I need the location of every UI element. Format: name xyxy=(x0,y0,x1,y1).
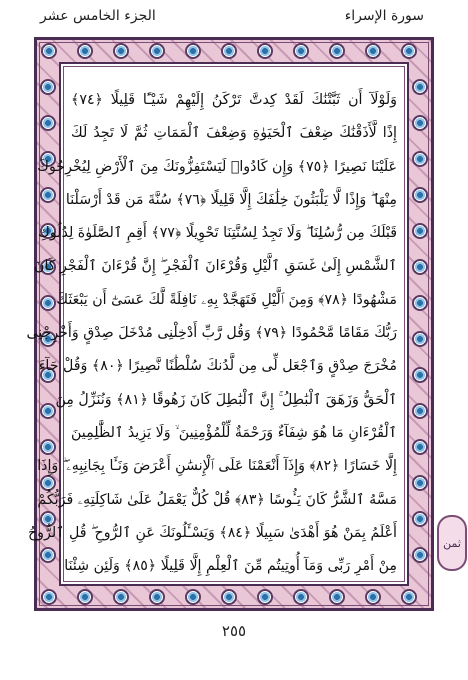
frame-ornament-icon xyxy=(329,589,345,605)
verse-line: وَلَوْلَآ أَن ثَبَّتْنَٰكَ لَقَدْ كِدتَّ تَرْكَنُ إِلَيْهِمْ شَيْـًٔا قَلِيلًا ﴿٧٤﴾ xyxy=(71,92,397,108)
frame-ornament-icon xyxy=(412,115,428,131)
juz-name: الجزء الخامس عشر xyxy=(40,8,156,24)
frame-ornament-icon xyxy=(113,589,129,605)
verse-line: مُخْرَجَ صِدْقٍ وَٱجْعَل لِّى مِن لَّدُنكَ سُلْطَٰنًا نَّصِيرًا ﴿٨٠﴾ وَقُلْ جَآءَ xyxy=(38,358,397,375)
frame-ornament-icon xyxy=(293,589,309,605)
verse-line: ٱلشَّمْسِ إِلَىٰ غَسَقِ ٱلَّيْلِ وَقُرْءَانَ ٱلْفَجْرِ ۖ إِنَّ قُرْءَانَ ٱلْفَجْرِ كَانَ xyxy=(34,258,397,275)
text-panel xyxy=(26,62,409,586)
verse-line: رَبُّكَ مَقَامًا مَّحْمُودًا ﴿٧٩﴾ وَقُل رَّبِّ أَدْخِلْنِى مُدْخَلَ صِدْقٍ وَأَخْرِجْنِى xyxy=(26,325,397,342)
verse-line: أَعْلَمُ بِمَنْ هُوَ أَهْدَىٰ سَبِيلًا ﴿٨٤﴾ وَيَسْـَٔلُونَكَ عَنِ ٱلرُّوحِ ۖ قُلِ ٱلرُّوحُ xyxy=(27,524,397,541)
frame-ornament-icon xyxy=(77,43,93,59)
verse-line: مِنْهَا ۖ وَإِذًا لَّا يَلْبَثُونَ خِلَٰفَكَ إِلَّا قَلِيلًا ﴿٧٦﴾ سُنَّةَ مَن قَدْ أَرْسَلْنَا xyxy=(65,191,397,208)
frame-ornament-icon xyxy=(365,43,381,59)
frame-ornament-icon xyxy=(185,43,201,59)
frame-ornament-icon xyxy=(149,589,165,605)
frame-ornament-icon xyxy=(401,43,417,59)
frame-ornament-icon xyxy=(40,115,56,131)
decorative-page-frame xyxy=(26,37,434,611)
verse-line: مِنْ أَمْرِ رَبِّى وَمَآ أُوتِيتُم مِّنَ ٱلْعِلْمِ إِلَّا قَلِيلًا ﴿٨٥﴾ وَلَئِن شِئْنَا xyxy=(64,558,397,575)
frame-ornament-icon xyxy=(412,547,428,563)
frame-ornament-icon xyxy=(412,439,428,455)
hizb-marker-text: ثمن xyxy=(443,536,461,550)
verse-line: إِلَّا خَسَارًا ﴿٨٢﴾ وَإِذَآ أَنْعَمْنَا عَلَى ٱلْإِنسَٰنِ أَعْرَضَ وَنَـَٔا بِجَانِبِهِۦ ۖ وَإِذَا xyxy=(37,458,397,475)
frame-ornament-icon xyxy=(412,79,428,95)
frame-ornament-icon xyxy=(293,43,309,59)
frame-ornament-icon xyxy=(41,43,57,59)
frame-ornament-icon xyxy=(185,589,201,605)
frame-ornament-icon xyxy=(221,43,237,59)
surah-name: سورة الإسراء xyxy=(344,8,424,24)
frame-ornament-icon xyxy=(41,589,57,605)
hizb-marker-medallion xyxy=(437,515,467,571)
frame-ornament-icon xyxy=(412,223,428,239)
page-number: ٢٥٥ xyxy=(221,622,247,640)
frame-ornament-icon xyxy=(40,295,56,311)
frame-ornament-icon xyxy=(401,589,417,605)
frame-ornament-icon xyxy=(412,475,428,491)
frame-ornament-icon xyxy=(412,367,428,383)
frame-ornament-icon xyxy=(40,187,56,203)
frame-ornament-icon xyxy=(113,43,129,59)
verse-line: ٱلْحَقُّ وَزَهَقَ ٱلْبَٰطِلُ ۚ إِنَّ ٱلْبَٰطِلَ كَانَ زَهُوقًا ﴿٨١﴾ وَنُنَزِّلُ مِنَ xyxy=(55,391,397,408)
verse-line: عَلَيْنَا نَصِيرًا ﴿٧٥﴾ وَإِن كَادُوا۟ لَيَسْتَفِزُّونَكَ مِنَ ٱلْأَرْضِ لِيُخْرِجُوكَ xyxy=(37,158,397,175)
frame-ornament-icon xyxy=(412,403,428,419)
frame-ornament-icon xyxy=(412,331,428,347)
frame-ornament-icon xyxy=(257,589,273,605)
frame-ornament-icon xyxy=(40,79,56,95)
verse-lines xyxy=(26,84,397,583)
verse-line: مَسَّهُ ٱلشَّرُّ كَانَ يَـُٔوسًا ﴿٨٣﴾ قُلْ كُلٌّ يَعْمَلُ عَلَىٰ شَاكِلَتِهِۦ فَرَبُّكُمْ xyxy=(37,491,397,508)
verse-line: ٱلْقُرْءَانِ مَا هُوَ شِفَآءٌ وَرَحْمَةٌ لِّلْمُؤْمِنِينَ ۙ وَلَا يَزِيدُ ٱلظَّٰلِمِينَ xyxy=(71,424,397,441)
frame-ornament-icon xyxy=(257,43,273,59)
frame-ornament-icon xyxy=(221,589,237,605)
frame-ornament-icon xyxy=(365,589,381,605)
frame-ornament-icon xyxy=(40,403,56,419)
verse-line: قَبْلَكَ مِن رُّسُلِنَا ۖ وَلَا تَجِدُ لِسُنَّتِنَا تَحْوِيلًا ﴿٧٧﴾ أَقِمِ ٱلصَّلَوٰةَ لِدُلُوكِ xyxy=(38,225,397,242)
frame-ornament-icon xyxy=(412,187,428,203)
verse-line: إِذًا لَّأَذَقْنَٰكَ ضِعْفَ ٱلْحَيَوٰةِ وَضِعْفَ ٱلْمَمَاتِ ثُمَّ لَا تَجِدُ لَكَ xyxy=(71,125,397,142)
frame-ornament-icon xyxy=(412,259,428,275)
frame-ornament-icon xyxy=(412,511,428,527)
frame-ornament-icon xyxy=(149,43,165,59)
frame-ornament-icon xyxy=(412,295,428,311)
frame-ornament-icon xyxy=(329,43,345,59)
frame-ornament-icon xyxy=(77,589,93,605)
frame-ornament-icon xyxy=(412,151,428,167)
verse-line: مَشْهُودًا ﴿٧٨﴾ وَمِنَ ٱلَّيْلِ فَتَهَجَّدْ بِهِۦ نَافِلَةً لَّكَ عَسَىٰٓ أَن يَبْعَثَكَ xyxy=(56,291,397,308)
